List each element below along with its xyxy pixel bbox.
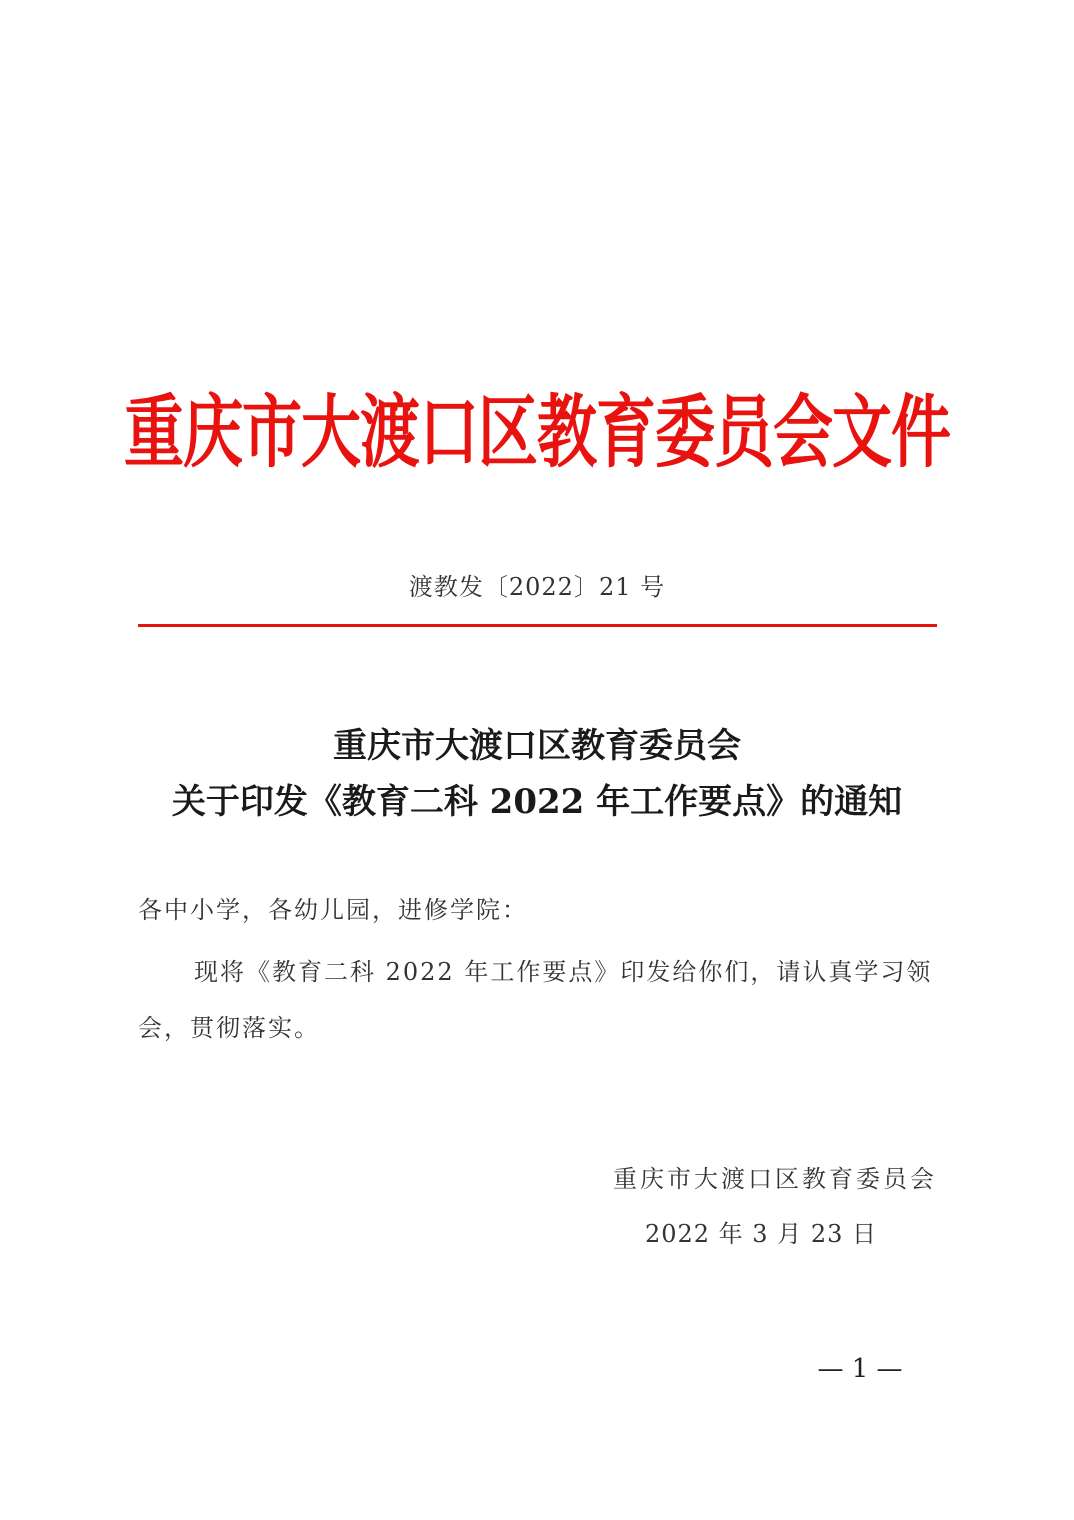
document-number: 渡教发〔2022〕21 号 [408, 573, 666, 601]
notice-title-line-1: 重庆市大渡口区教育委员会 [333, 726, 741, 766]
red-divider [138, 624, 937, 627]
document-masthead: 重庆市大渡口区教育委员会文件 [124, 386, 950, 480]
notice-title [0, 718, 1074, 830]
salutation: 各中小学，各幼儿园，进修学院： [138, 896, 528, 924]
page-number: — 1 — [817, 1354, 903, 1384]
body-paragraph: 现将《教育二科 2022 年工作要点》印发给你们，请认真学习领会，贯彻落实。 [138, 958, 933, 1042]
notice-title-line-2: 关于印发《教育二科 2022 年工作要点》的通知 [171, 782, 903, 822]
issuing-organization: 重庆市大渡口区教育委员会 [613, 1165, 937, 1193]
issue-date: 2022 年 3 月 23 日 [644, 1220, 877, 1248]
